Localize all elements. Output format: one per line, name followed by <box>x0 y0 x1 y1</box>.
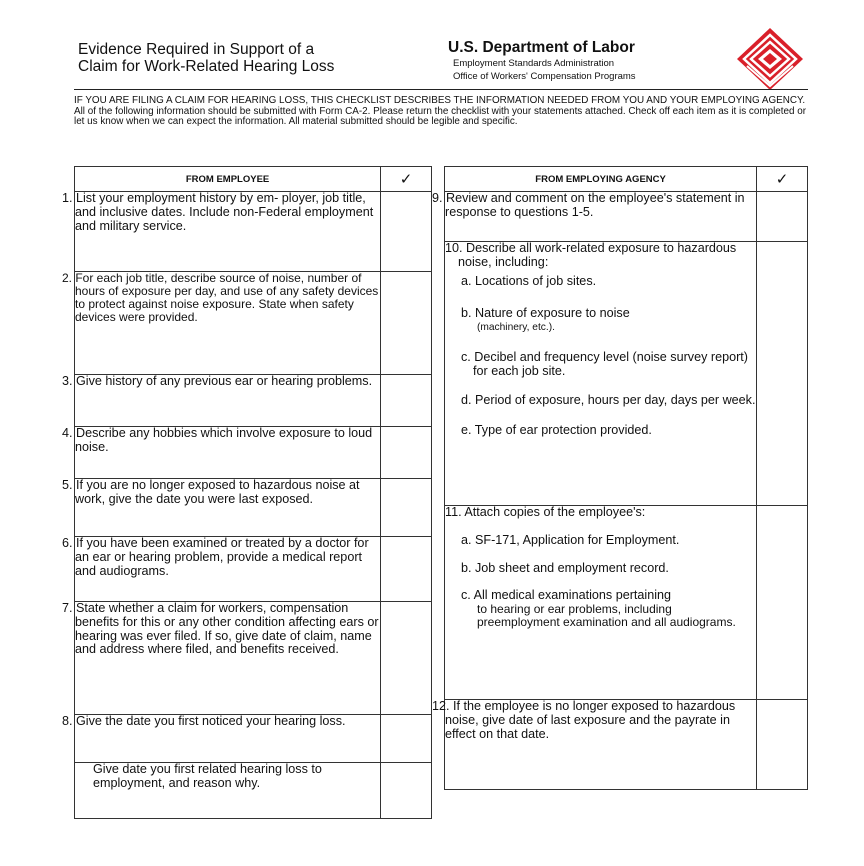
employee-item-8-followup: Give date you first related hearing loss to employment, and reason why. <box>75 763 381 819</box>
agency-item-11a: a. SF-171, Application for Employment. <box>461 532 680 547</box>
employee-item-7-checkbox[interactable] <box>381 602 432 715</box>
agency-column-header: FROM EMPLOYING AGENCY <box>445 167 757 192</box>
agency-item-10 <box>445 242 757 506</box>
agency-item-10-lead: 10. Describe all work-related exposure to hazardous noise, including: <box>445 241 737 269</box>
employee-item-6-checkbox[interactable] <box>381 537 432 602</box>
employee-item-4-checkbox[interactable] <box>381 427 432 479</box>
employee-item-8-followup-checkbox[interactable] <box>381 763 432 819</box>
form-title <box>78 41 334 75</box>
employee-item-8-checkbox[interactable] <box>381 715 432 763</box>
agency-item-10b-note: (machinery, etc.). <box>477 322 555 334</box>
agency-check-header: ✓ <box>757 167 808 192</box>
agency-item-9-checkbox[interactable] <box>757 192 808 242</box>
employee-checklist-table <box>62 166 432 819</box>
agency-item-11c: c. All medical examinations pertaining <box>461 588 672 603</box>
agency-item-10c: c. Decibel and frequency level (noise survey report) for each job site. <box>461 349 748 378</box>
employee-item-5: 5. If you are no longer exposed to hazardous noise at work, give the date you were last exposed. <box>75 479 381 537</box>
agency-item-11-checkbox[interactable] <box>757 506 808 700</box>
employee-check-header: ✓ <box>381 167 432 192</box>
agency-item-9: 9. Review and comment on the employee's statement in response to questions 1-5. <box>445 192 757 242</box>
employee-item-3: 3. Give history of any previous ear or hearing problems. <box>75 375 381 427</box>
agency-item-10b: b. Nature of exposure to noise <box>461 306 630 321</box>
agency-item-11 <box>445 506 757 700</box>
agency-item-10a: a. Locations of job sites. <box>461 273 597 288</box>
agency-item-12-checkbox[interactable] <box>757 700 808 790</box>
employee-item-4: 4. Describe any hobbies which involve exposure to loud noise. <box>75 427 381 479</box>
agency-item-10d: d. Period of exposure, hours per day, days per week. <box>461 392 756 407</box>
employee-item-2-checkbox[interactable] <box>381 272 432 375</box>
agency-checklist-table <box>432 166 808 790</box>
form-title-line1: Evidence Required in Support of a <box>78 41 315 58</box>
form-title-line2: Claim for Work-Related Hearing Loss <box>78 58 335 75</box>
administration-name: Employment Standards Administration <box>453 58 615 69</box>
agency-item-11c-note: to hearing or ear problems, including preemployment examination and all audiograms. <box>477 602 736 630</box>
agency-item-11b: b. Job sheet and employment record. <box>461 560 669 575</box>
agency-item-12: 12. If the employee is no longer exposed to hazardous noise, give date of last exposure and the payrate in effect on that date. <box>445 700 757 790</box>
employee-item-1: 1. List your employment history by em- ployer, job title, and inclusive dates. Include non-Federal employment and military service. <box>75 192 381 272</box>
agency-item-10e: e. Type of ear protection provided. <box>461 423 652 438</box>
employee-item-2: 2. For each job title, describe source of noise, number of hours of exposure per day, and use of any safety devices to protect against noise exposure. State when safety devices were provided. <box>75 272 381 375</box>
dol-seal-icon <box>735 26 805 92</box>
agency-item-10-checkbox[interactable] <box>757 242 808 506</box>
agency-item-11-lead: 11. Attach copies of the employee's: <box>445 505 646 519</box>
instructions-text: IF YOU ARE FILING A CLAIM FOR HEARING LOSS, THIS CHECKLIST DESCRIBES THE INFORMATION NEEDED FROM YOU AND YOUR EMPLOYING AGENCY. All of the following information should be submitted with Form CA-2. Please return the checklist with your statements attached. Check off each item as it is completed or let us know when we can expect the information. All material submitted should be legible and specific. <box>74 95 807 128</box>
office-name: Office of Workers' Compensation Programs <box>453 71 636 82</box>
employee-item-8: 8. Give the date you first noticed your hearing loss. <box>75 715 381 763</box>
employee-item-5-checkbox[interactable] <box>381 479 432 537</box>
employee-item-7: 7. State whether a claim for workers, compensation benefits for this or any other condition affecting ears or hearing was ever filed. If so, give date of claim, name and address where filed, and benefits received. <box>75 602 381 715</box>
department-name: U.S. Department of Labor <box>448 39 635 56</box>
employee-item-6: 6. If you have been examined or treated by a doctor for an ear or hearing problem, provide a medical report and audiograms. <box>75 537 381 602</box>
employee-column-header: FROM EMPLOYEE <box>75 167 381 192</box>
employee-item-1-checkbox[interactable] <box>381 192 432 272</box>
header-divider <box>74 89 808 90</box>
employee-item-3-checkbox[interactable] <box>381 375 432 427</box>
